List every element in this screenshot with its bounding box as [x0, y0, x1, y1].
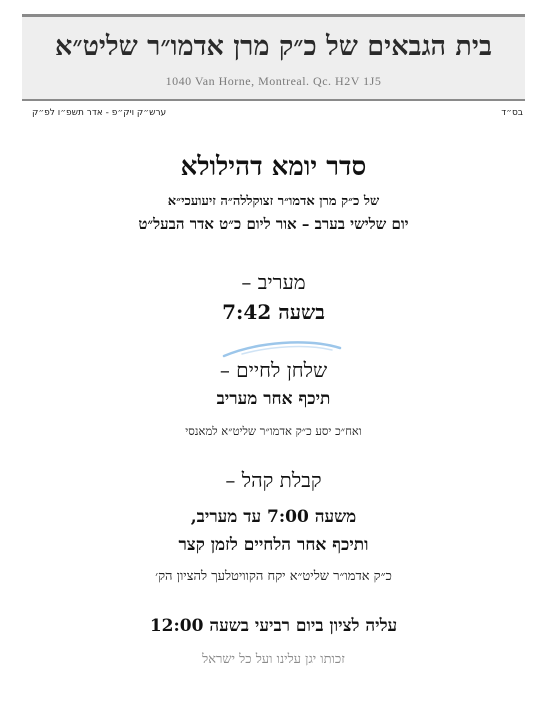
shulchan-heading: שלחן לחיים – — [219, 358, 328, 382]
letterhead-title: בית הגבאים של כ״ק מרן אדמו״ר שליט״א — [55, 31, 492, 62]
letterhead — [22, 17, 525, 99]
header-bottom-rule — [22, 99, 525, 101]
aliya-line: עליה לציון ביום רביעי בשעה 12:00 — [149, 616, 398, 636]
bsd-mark: בס״ד — [501, 108, 523, 118]
date-line: ערש״ק ויק״פ - אדר תשפ״ו לפ״ק — [32, 108, 167, 118]
decorative-swoosh — [222, 336, 342, 360]
closing-line: זכותו יגן עלינו ועל כל ישראל — [202, 652, 345, 667]
shulchan-note: ואח״כ יסע כ״ק אדמו״ר שליט״א למאנסי — [185, 424, 362, 438]
maariv-heading: מעריב – — [241, 270, 306, 294]
title-subtitle-2: יום שלישי בערב – אור ליום כ״ט אדר הבעל״ט — [138, 215, 409, 233]
page-title: סדר יומא דהילולא — [180, 152, 367, 182]
maariv-time: בשעה 7:42 — [222, 300, 325, 324]
kabbalas-line-2: ותיכף אחר הלחיים לזמן קצר — [178, 535, 369, 555]
kabbalas-note: כ״ק אדמו״ר שליט״א יקח הקוויטלעך להציון הק׳ — [155, 569, 392, 584]
shulchan-when: תיכף אחר מעריב — [216, 389, 331, 409]
title-subtitle-1: של כ״ק מרן אדמו״ר זצוקללה״ה זיעועכי״א — [167, 194, 380, 209]
kabbalas-heading: קבלת קהל – — [225, 468, 322, 492]
kabbalas-line-1: משעה 7:00 עד מעריב, — [190, 507, 357, 527]
letterhead-address: 1040 Van Horne, Montreal. Qc. H2V 1J5 — [165, 74, 382, 88]
